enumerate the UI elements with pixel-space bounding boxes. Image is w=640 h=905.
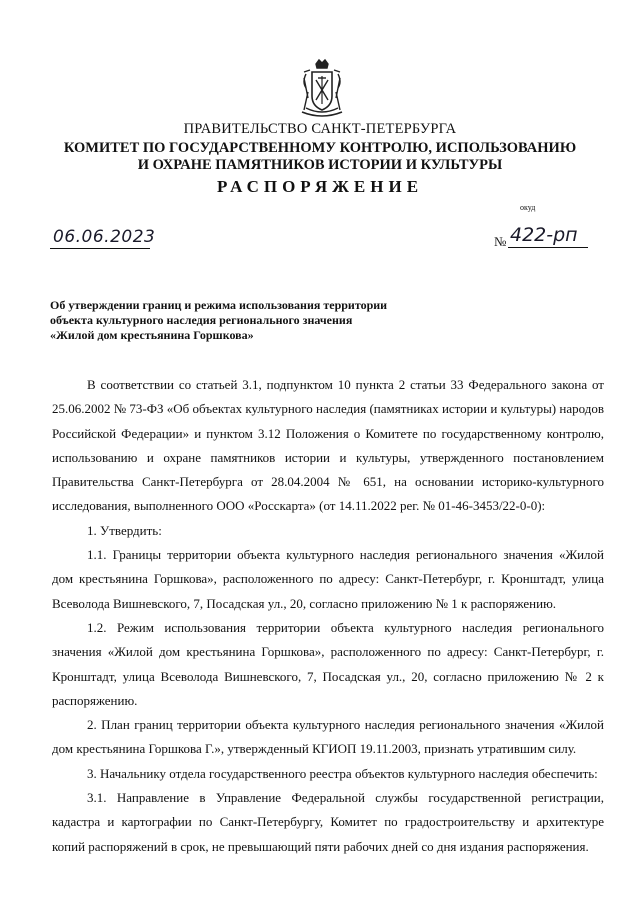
document-body (52, 373, 604, 859)
paragraph-preamble: В соответствии со статьей 3.1, подпунктом 10 пункта 2 статьи 33 Федерального закона от 25.06.2002 № 73-ФЗ «Об объектах культурного наследия (памятниках истории и культуры) народов Российской Федерации» и пунктом 3.12 Положения о Комитете по государственному контролю, использованию и охране памятников истории и культуры, утвержденного постановлением Правительства Санкт-Петербурга от 28.04.2004 № 651, на основании историко-культурного исследования, выполненного ООО «Росскарта» (от 14.11.2022 рег. № 01-46-3453/22-0-0): (52, 377, 604, 514)
committee-name-line-1: КОМИТЕТ ПО ГОСУДАРСТВЕННОМУ КОНТРОЛЮ, ИСПОЛЬЗОВАНИЮ (63, 140, 577, 156)
government-name: ПРАВИТЕЛЬСТВО САНКТ-ПЕТЕРБУРГА (183, 121, 457, 137)
subject-line-2: объекта культурного наследия регионального значения (50, 313, 353, 327)
paragraph-2: 2. План границ территории объекта культурного наследия регионального значения «Жилой дом крестьянина Горшкова Г.», утвержденный КГИОП 19.11.2003, признать утратившим силу. (52, 717, 604, 757)
document-number: 422-рп (510, 224, 578, 246)
date-underline (50, 248, 150, 249)
number-sign: № (494, 234, 507, 249)
committee-name-line-2: И ОХРАНЕ ПАМЯТНИКОВ ИСТОРИИ И КУЛЬТУРЫ (137, 157, 503, 173)
okud-label: окуд (520, 203, 536, 212)
coat-of-arms-icon (298, 58, 346, 122)
document-date: 06.06.2023 (53, 227, 156, 247)
number-underline (508, 247, 588, 248)
subject-block (50, 298, 387, 343)
paragraph-1-1: 1.1. Границы территории объекта культурного наследия регионального значения «Жилой дом крестьянина Горшкова», расположенного по адресу: Санкт-Петербург, г. Кронштадт, улица Всеволода Вишневского, 7, Посадская ул., 20, согласно приложению № 1 к распоряжению. (52, 547, 604, 611)
paragraph-3: 3. Начальнику отдела государственного реестра объектов культурного наследия обеспечить: (87, 765, 598, 781)
paragraph-3-1: 3.1. Направление в Управление Федеральной службы государственной регистрации, кадастра и картографии по Санкт-Петербургу, Комитет по градостроительству и архитектуре копий распоряжений в срок, не превышающий пяти рабочих дней со дня издания распоряжения. (52, 790, 604, 854)
paragraph-1-2: 1.2. Режим использования территории объекта культурного наследия регионального значения «Жилой дом крестьянина Горшкова», расположенного по адресу: Санкт-Петербург, г. Кронштадт, улица Всеволода Вишневского, 7, Посадская ул., 20, согласно приложению № 2 к распоряжению. (52, 619, 604, 708)
subject-line-3: «Жилой дом крестьянина Горшкова» (50, 328, 254, 342)
subject-line-1: Об утверждении границ и режима использования территории (50, 298, 388, 312)
document-type-title: РАСПОРЯЖЕНИЕ (216, 177, 424, 196)
paragraph-1: 1. Утвердить: (87, 522, 162, 538)
